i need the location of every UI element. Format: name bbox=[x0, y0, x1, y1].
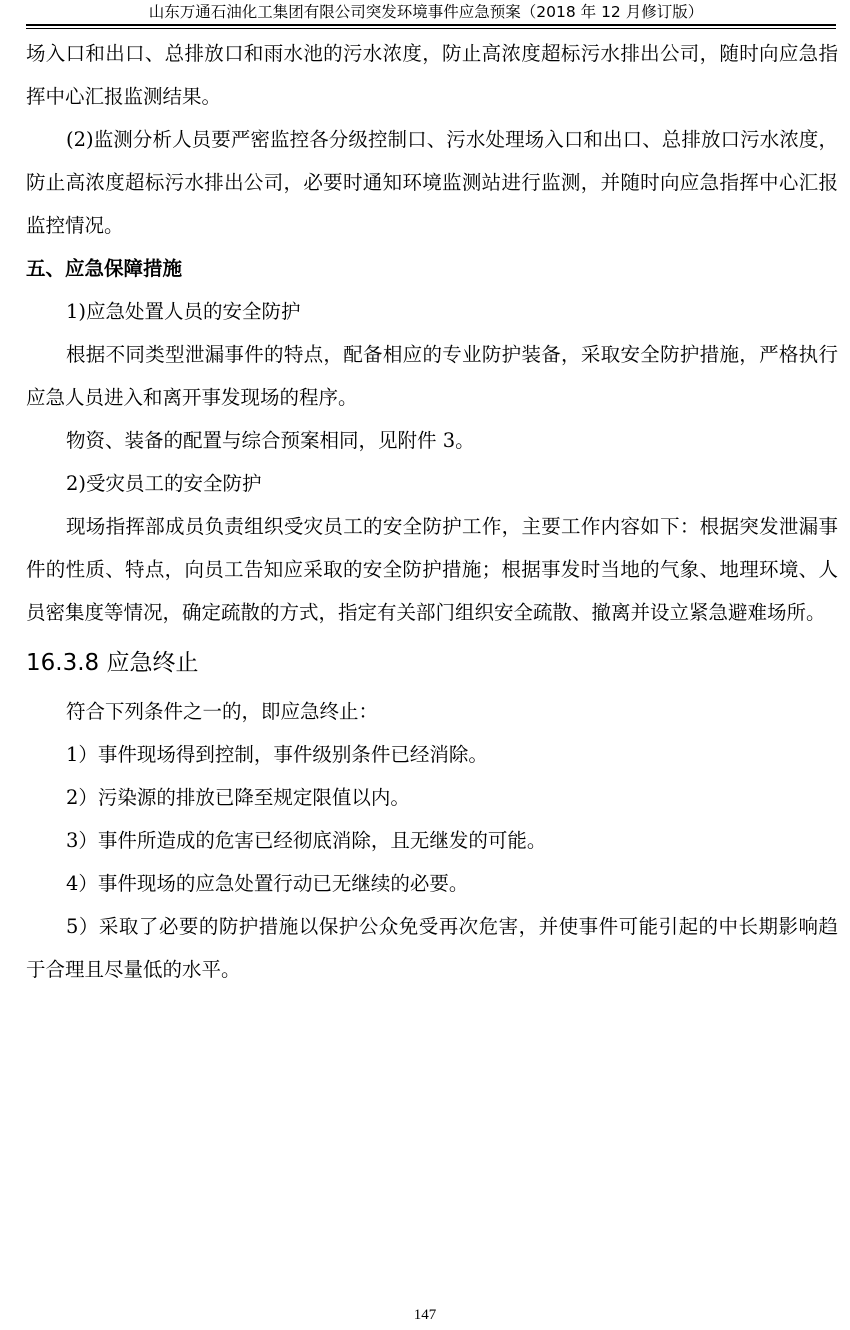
heading-emergency-safeguards: 五、应急保障措施 bbox=[26, 257, 183, 280]
list-item-condition: 2）污染源的排放已降至规定限值以内。 bbox=[66, 786, 410, 809]
paragraph-monitoring-staff: (2)监测分析人员要严密监控各分级控制口、污水处理场入口和出口、总排放口污水浓度，防止高浓度超标污水排出公司，必要时通知环境监测站进行监测，并随时向应急指挥中心汇报监控情况。 bbox=[26, 128, 838, 237]
list-item-condition: 5）采取了必要的防护措施以保护公众免受再次危害，并使事件可能引起的中长期影响趋于合理且尽量低的水平。 bbox=[26, 915, 838, 981]
subheading-responder-protection: 1)应急处置人员的安全防护 bbox=[66, 300, 301, 323]
paragraph-monitoring-continued: 场入口和出口、总排放口和雨水池的污水浓度，防止高浓度超标污水排出公司，随时向应急指挥中心汇报监测结果。 bbox=[26, 42, 838, 108]
document-body bbox=[26, 32, 838, 991]
page-header: 山东万通石油化工集团有限公司突发环境事件应急预案（2018 年 12 月修订版） bbox=[148, 3, 704, 21]
list-item-condition: 4）事件现场的应急处置行动已无继续的必要。 bbox=[66, 872, 469, 895]
paragraph-evacuation: 现场指挥部成员负责组织受灾员工的安全防护工作，主要工作内容如下：根据突发泄漏事件的性质、特点，向员工告知应采取的安全防护措施；根据事发时当地的气象、地理环境、人员密集度等情况，确定疏散的方式，指定有关部门组织安全疏散、撤离并设立紧急避难场所。 bbox=[26, 515, 838, 624]
subheading-staff-protection: 2)受灾员工的安全防护 bbox=[66, 472, 262, 495]
header-rule-thick bbox=[26, 24, 836, 26]
page-number: 147 bbox=[413, 1307, 437, 1323]
paragraph-materials-reference: 物资、装备的配置与综合预案相同，见附件 3。 bbox=[66, 429, 475, 452]
section-title-emergency-termination: 16.3.8 应急终止 bbox=[26, 650, 199, 676]
paragraph-protective-equipment: 根据不同类型泄漏事件的特点，配备相应的专业防护装备，采取安全防护措施，严格执行应急人员进入和离开事发现场的程序。 bbox=[26, 343, 838, 409]
header-rule-thin bbox=[26, 28, 836, 29]
list-item-condition: 1）事件现场得到控制，事件级别条件已经消除。 bbox=[66, 743, 488, 766]
list-item-condition: 3）事件所造成的危害已经彻底消除，且无继发的可能。 bbox=[66, 829, 547, 852]
paragraph-termination-intro: 符合下列条件之一的，即应急终止： bbox=[66, 700, 379, 723]
